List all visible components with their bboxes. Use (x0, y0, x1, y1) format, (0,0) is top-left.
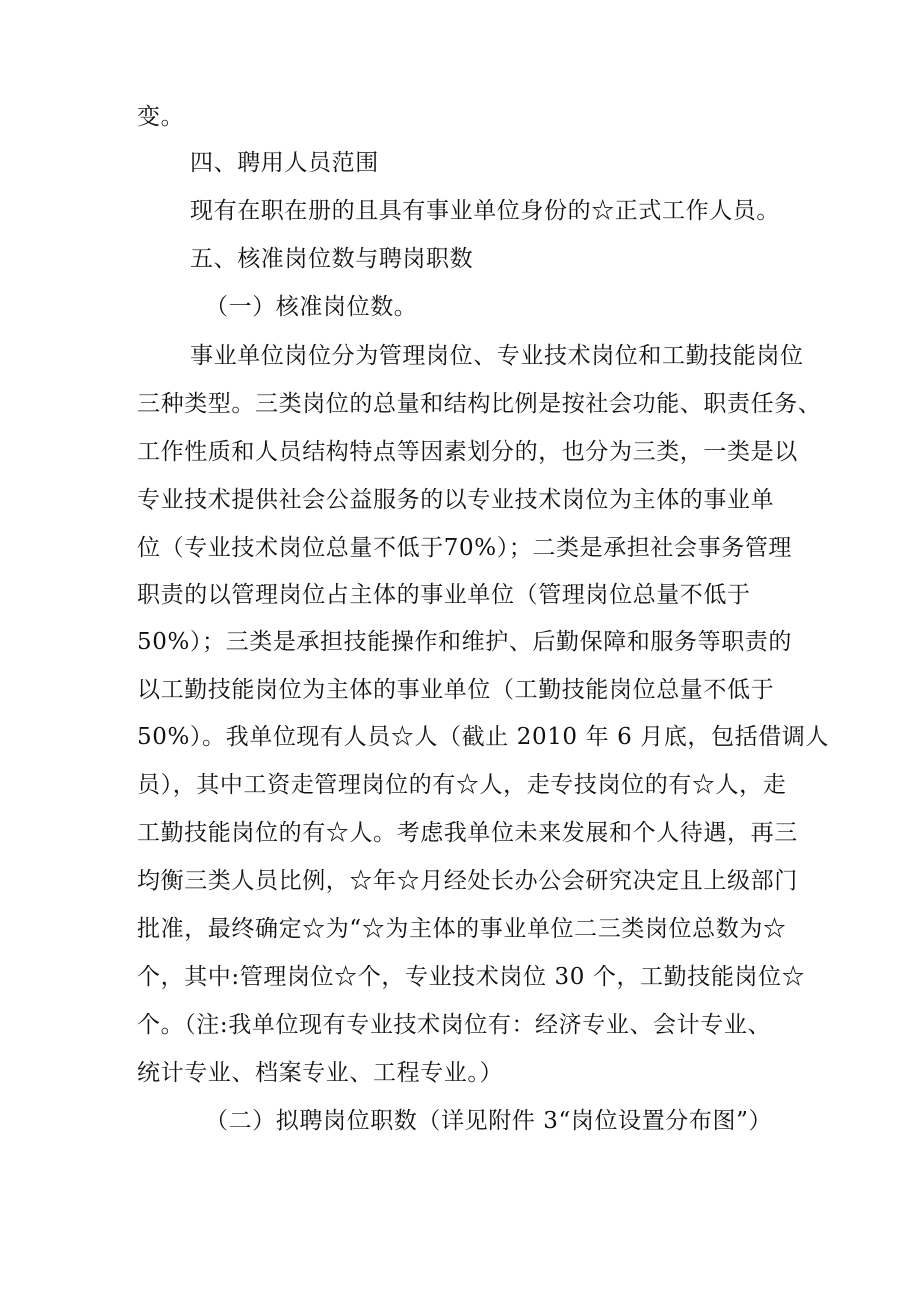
text-line: 三种类型。三类岗位的总量和结构比例是按社会功能、职责任务、 (137, 391, 822, 417)
text-line: 事业单位岗位分为管理岗位、专业技术岗位和工勤技能岗位 (190, 343, 804, 369)
text-line: 职责的以管理岗位占主体的事业单位（管理岗位总量不低于 (137, 582, 751, 608)
text-line: 统计专业、档案专业、工程专业。） (137, 1060, 504, 1086)
text-line: 工勤技能岗位的有☆人。考虑我单位未来发展和个人待遇，再三 (137, 820, 798, 846)
text-line: 个，其中:管理岗位☆个，专业技术岗位 30 个，工勤技能岗位☆ (137, 964, 806, 990)
text-line: 批准，最终确定☆为“☆为主体的事业单位二三类岗位总数为☆ (137, 916, 787, 942)
text-line: 以工勤技能岗位为主体的事业单位（工勤技能岗位总量不低于 (137, 677, 775, 703)
section-heading-4: 四、聘用人员范围 (190, 150, 379, 176)
text-line: 员），其中工资走管理岗位的有☆人，走专技岗位的有☆人，走 (137, 772, 787, 798)
text-line: 位（专业技术岗位总量不低于70%）；二类是承担社会事务管理 (137, 535, 793, 561)
text-line: 现有在职在册的且具有事业单位身份的☆正式工作人员。 (190, 198, 780, 224)
text-line: 个。（注:我单位现有专业技术岗位有：经济专业、会计专业、 (137, 1012, 772, 1038)
subsection-heading-2: （二）拟聘岗位职数（详见附件 3“岗位设置分布图”） (205, 1108, 773, 1134)
text-line: 工作性质和人员结构特点等因素划分的，也分为三类，一类是以 (137, 439, 798, 465)
text-line: 50%）。我单位现有人员☆人（截止 2010 年 6 月底，包括借调人 (137, 724, 830, 750)
text-line: 均衡三类人员比例，☆年☆月经处长办公会研究决定且上级部门 (137, 868, 798, 894)
subsection-heading-1: （一）核准岗位数。 (205, 294, 418, 320)
text-line: 专业技术提供社会公益服务的以专业技术岗位为主体的事业单 (137, 487, 775, 513)
text-line: 变。 (137, 104, 185, 130)
text-line: 50%）；三类是承担技能操作和维护、后勤保障和服务等职责的 (137, 629, 793, 655)
section-heading-5: 五、核准岗位数与聘岗职数 (190, 246, 474, 272)
